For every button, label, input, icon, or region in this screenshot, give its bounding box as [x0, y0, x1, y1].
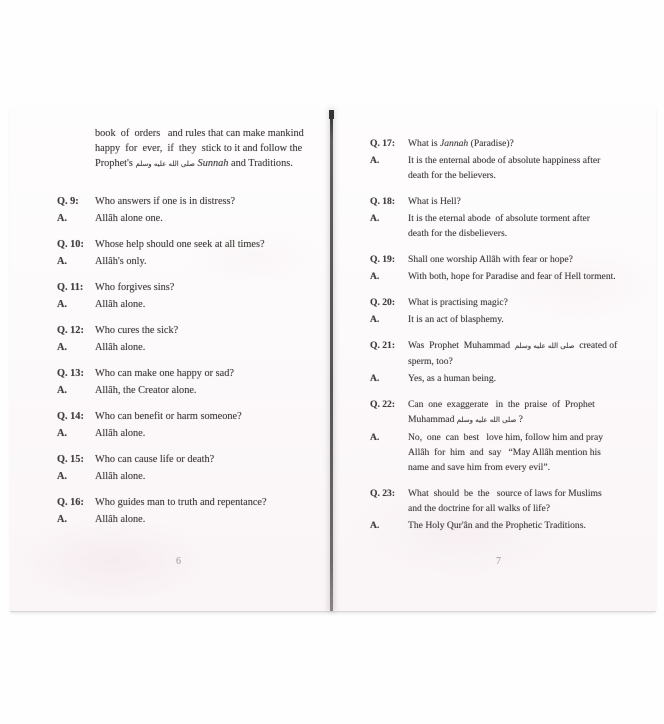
qa-item-q14	[57, 409, 329, 441]
answer-text: Allâh alone.	[95, 299, 146, 310]
intro-line-3-pre: Prophet's	[95, 158, 136, 169]
answer-text: Allâh alone.	[95, 428, 146, 439]
question-text: Who can cause life or death?	[95, 454, 215, 465]
italic-word-jannah: Jannah	[439, 138, 469, 149]
qa-item-q10	[57, 237, 329, 269]
right-page	[370, 136, 652, 544]
answer-label: A.	[370, 520, 380, 531]
qa-item-q12	[57, 323, 329, 355]
answer-label: A.	[370, 373, 380, 384]
answer-label: A.	[57, 428, 68, 439]
answer-label: A.	[57, 299, 68, 310]
q22-post: ?	[516, 414, 523, 425]
book-spine-gutter	[330, 110, 333, 611]
answer-text	[408, 211, 652, 241]
question-label: Q. 12:	[57, 325, 84, 336]
question-line: and the doctrine for all walks of life?	[408, 503, 550, 514]
answer-text	[408, 153, 652, 183]
qa-item-q17	[370, 136, 652, 183]
question-text: Who can make one happy or sad?	[95, 368, 234, 379]
intro-line-1: book of orders and rules that can make mankind	[95, 128, 304, 139]
intro-paragraph	[95, 126, 329, 172]
question-label: Q. 13:	[57, 368, 84, 379]
question-label: Q. 9:	[57, 196, 79, 207]
answer-text: Allâh, the Creator alone.	[95, 385, 197, 396]
q21-post: created of	[574, 340, 618, 351]
qa-item-q9	[57, 194, 329, 226]
answer-label: A.	[57, 342, 68, 353]
question-text: What is practising magic?	[408, 297, 508, 308]
answer-line: name and save him from every evil”.	[408, 462, 550, 473]
answer-line: It is the eternal abode of absolute torment after	[408, 213, 590, 224]
question-text: Who guides man to truth and repentance?	[95, 497, 267, 508]
question-line: Can one exaggerate in the praise of Prophet	[408, 399, 595, 410]
answer-line: death for the disbelievers.	[408, 228, 508, 239]
answer-text: Allâh alone one.	[95, 213, 163, 224]
answer-text: The Holy Qur'ân and the Prophetic Traditions.	[408, 520, 586, 531]
qa-item-q16	[57, 495, 329, 527]
qa-item-q13	[57, 366, 329, 398]
answer-text: Allâh alone.	[95, 514, 146, 525]
arabic-honorific: صلى الله عليه وسلم	[456, 416, 517, 424]
page-number-left: 6	[176, 556, 181, 567]
answer-label: A.	[370, 432, 380, 443]
question-text	[408, 486, 652, 516]
q17-post: (Paradise)?	[468, 138, 514, 149]
answer-label: A.	[57, 385, 68, 396]
question-label: Q. 21:	[370, 340, 396, 351]
question-text: Whose help should one seek at all times?	[95, 239, 265, 250]
answer-label: A.	[57, 256, 68, 267]
question-text: What is Hell?	[408, 196, 461, 207]
left-page	[57, 126, 329, 538]
qa-item-q19	[370, 252, 652, 284]
answer-label: A.	[370, 213, 380, 224]
answer-label: A.	[57, 213, 68, 224]
question-text	[408, 136, 652, 151]
answer-line: Allâh for him and say “May Allâh mention his	[408, 447, 601, 458]
question-label: Q. 18:	[370, 196, 396, 207]
question-text: Who cures the sick?	[95, 325, 179, 336]
arabic-honorific: صلى الله عليه وسلم	[135, 160, 195, 168]
question-label: Q. 15:	[57, 454, 84, 465]
question-text	[408, 338, 652, 369]
qa-item-q21	[370, 338, 652, 386]
answer-text: Allâh alone.	[95, 342, 146, 353]
q17-pre: What is	[408, 138, 440, 149]
answer-text: Allâh alone.	[95, 471, 146, 482]
answer-text: With both, hope for Paradise and fear of Hell torment.	[408, 271, 616, 282]
qa-item-q23	[370, 486, 652, 533]
answer-label: A.	[370, 314, 380, 325]
question-line: sperm, too?	[408, 356, 453, 367]
qa-item-q22	[370, 397, 652, 475]
question-line: What should be the source of laws for Muslims	[408, 488, 602, 499]
q21-pre: Was Prophet Muhammad	[408, 340, 515, 351]
answer-line: It is the enternal abode of absolute happiness after	[408, 155, 601, 166]
arabic-honorific: صلى الله عليه وسلم	[514, 342, 575, 350]
question-text: Shall one worship Allâh with fear or hope?	[408, 254, 573, 265]
answer-text: Yes, as a human being.	[408, 373, 497, 384]
question-line	[408, 412, 652, 428]
answer-text	[408, 430, 652, 475]
question-label: Q. 14:	[57, 411, 84, 422]
answer-label: A.	[370, 271, 380, 282]
question-text: Who answers if one is in distress?	[95, 196, 236, 207]
question-text: Who can benefit or harm someone?	[95, 411, 242, 422]
question-line	[408, 338, 652, 354]
answer-line: death for the believers.	[408, 170, 496, 181]
page-number-right: 7	[496, 556, 501, 567]
question-label: Q. 10:	[57, 239, 84, 250]
question-text: Who forgives sins?	[95, 282, 175, 293]
question-text	[408, 397, 652, 428]
answer-text: Allâh's only.	[95, 256, 147, 267]
book-spread	[10, 106, 656, 612]
qa-item-q18	[370, 194, 652, 241]
intro-line-3	[95, 156, 329, 172]
answer-line: No, one can best love him, follow him and pray	[408, 432, 604, 443]
question-label: Q. 19:	[370, 254, 396, 265]
answer-text: It is an act of blasphemy.	[408, 314, 504, 325]
intro-line-2: happy for ever, if they stick to it and follow the	[95, 143, 303, 154]
question-label: Q. 22:	[370, 399, 396, 410]
qa-item-q15	[57, 452, 329, 484]
answer-label: A.	[370, 155, 380, 166]
question-label: Q. 11:	[57, 282, 84, 293]
qa-item-q11	[57, 280, 329, 312]
intro-line-3-post: and Traditions.	[228, 158, 293, 169]
italic-word-sunnah: Sunnah	[194, 158, 229, 169]
question-label: Q. 23:	[370, 488, 396, 499]
question-label: Q. 16:	[57, 497, 84, 508]
question-label: Q. 17:	[370, 138, 396, 149]
question-label: Q. 20:	[370, 297, 396, 308]
answer-label: A.	[57, 471, 68, 482]
q22-pre: Muhammad	[408, 414, 457, 425]
qa-item-q20	[370, 295, 652, 327]
answer-label: A.	[57, 514, 68, 525]
